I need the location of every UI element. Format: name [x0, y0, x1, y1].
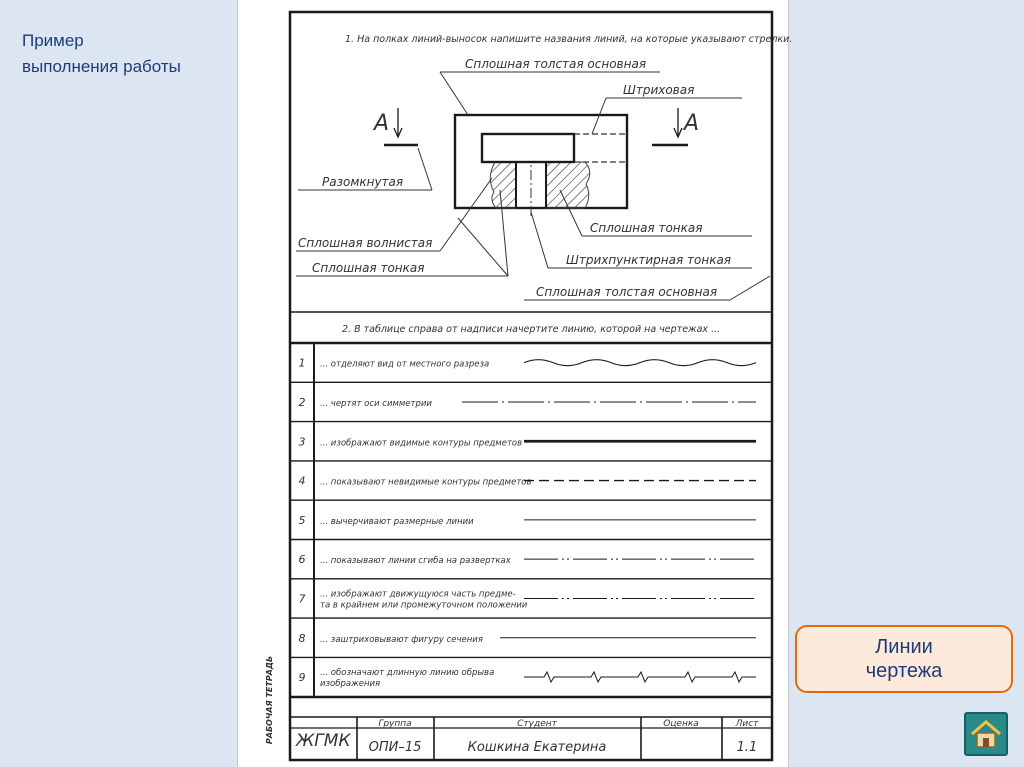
wavy-line-sample: [524, 360, 756, 366]
tb-student-value: Кошкина Екатерина: [467, 740, 607, 755]
task1-title: 1. На полках линий-выносок напишите названия линий, на которые указывают стрелки.: [345, 34, 793, 45]
tb-group-value: ОПИ–15: [368, 740, 422, 755]
sheet-frame: [290, 12, 772, 760]
hatched-section-left: [490, 162, 516, 208]
row-description: ... заштриховывают фигуру сечения: [320, 634, 483, 645]
row-description: ... показывают невидимые контуры предметов: [320, 477, 532, 488]
tb-student-label: Студент: [517, 719, 557, 729]
leader-open: [418, 148, 432, 190]
row-description-cont: изображения: [320, 679, 381, 690]
label-top-thick: Сплошная толстая основная: [465, 57, 647, 71]
label-thick-bottom: Сплошная толстая основная: [536, 285, 718, 299]
caption-line-2: выполнения работы: [22, 57, 181, 76]
leader-thin-left-a: [458, 218, 508, 276]
tb-org: ЖГМК: [296, 731, 351, 751]
leader-thick-bottom: [730, 276, 770, 300]
row-number: 4: [298, 474, 306, 488]
row-number: 8: [298, 631, 306, 645]
row-description-cont: та в крайнем или промежуточном положении: [320, 600, 528, 611]
section-letter-left: А: [374, 111, 390, 136]
row-description: ... отделяют вид от местного разреза: [320, 359, 490, 370]
zigzag-line-sample: [524, 672, 756, 682]
leader-top-thick: [440, 72, 468, 115]
tb-sheet-value: 1.1: [736, 740, 758, 755]
row-number: 2: [298, 395, 306, 409]
tb-grade-label: Оценка: [663, 719, 699, 729]
row-description: ... вычерчивают размерные линии: [320, 516, 474, 527]
row-description: ... чертят оси симметрии: [320, 398, 432, 409]
line-types-table: [290, 357, 772, 689]
side-label: РАБОЧАЯ ТЕТРАДЬ: [265, 655, 274, 745]
home-icon: [966, 714, 1006, 754]
leader-dashdot: [531, 212, 548, 268]
row-description: ... обозначают длинную линию обрыва: [320, 668, 495, 679]
row-number: 6: [298, 553, 306, 567]
badge-line-2: чертежа: [865, 660, 943, 682]
task2-title: 2. В таблице справа от надписи начертите линию, которой на чертежах ...: [342, 324, 721, 335]
badge-line-1: Линии: [875, 636, 933, 658]
row-number: 9: [298, 671, 306, 685]
label-wavy: Сплошная волнистая: [298, 236, 433, 250]
label-thin-right: Сплошная тонкая: [590, 221, 703, 235]
row-number: 1: [298, 356, 306, 370]
home-button[interactable]: [964, 712, 1008, 756]
row-number: 7: [298, 592, 306, 606]
row-description: ... изображают движущуюся часть предме-: [320, 589, 516, 600]
row-number: 3: [298, 435, 306, 449]
leader-wavy: [440, 178, 492, 251]
row-number: 5: [298, 513, 306, 527]
tb-sheet-label: Лист: [735, 719, 759, 729]
label-hatch: Штриховая: [623, 83, 695, 97]
caption-line-1: Пример: [22, 31, 84, 50]
row-description: ... изображают видимые контуры предметов: [320, 438, 523, 449]
section-letter-right: А: [684, 111, 700, 136]
label-open: Разомкнутая: [322, 175, 404, 189]
slot-outline: [482, 134, 574, 162]
topic-badge[interactable]: [795, 625, 1013, 693]
label-thin-left: Сплошная тонкая: [312, 261, 425, 275]
label-dashdot: Штрихпунктирная тонкая: [566, 253, 732, 267]
row-description: ... показывают линии сгиба на развертках: [320, 556, 511, 567]
hatched-section-right: [546, 162, 590, 208]
tb-group-label: Группа: [378, 719, 412, 729]
